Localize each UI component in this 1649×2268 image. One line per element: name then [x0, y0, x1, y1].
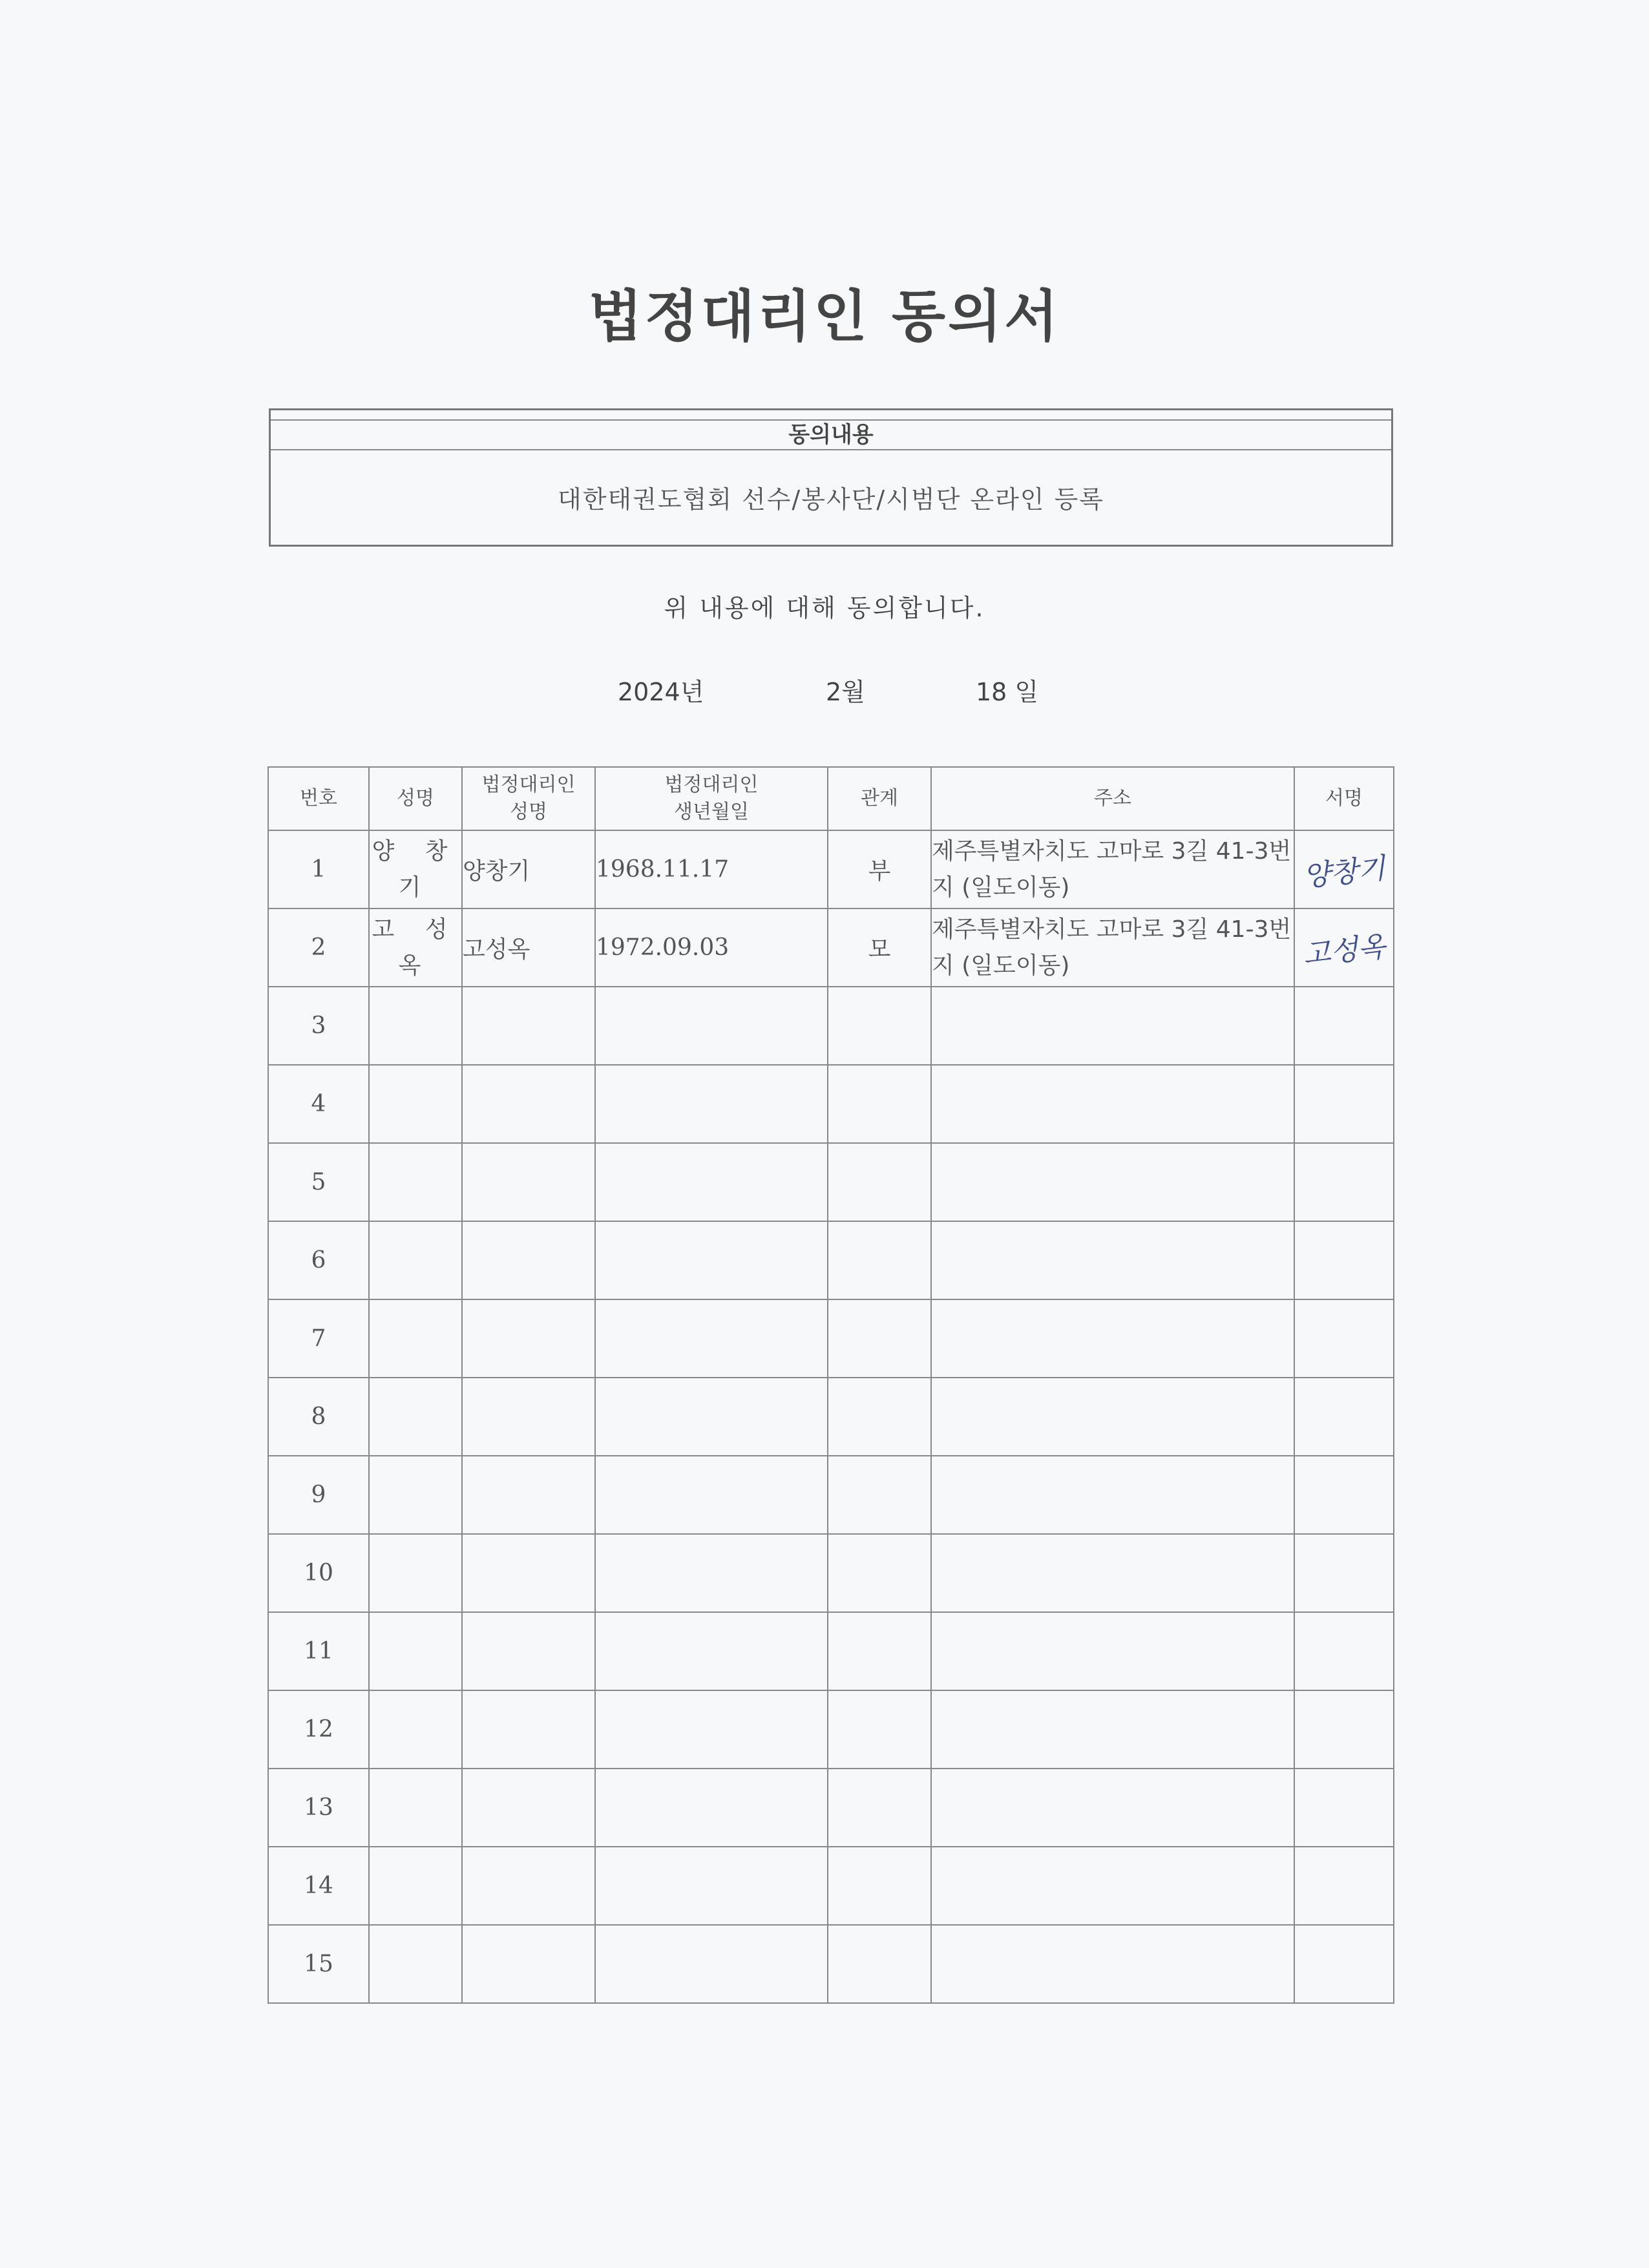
row-rep-name: 양창기	[462, 830, 595, 908]
consent-content: 대한태권도협회 선수/봉사단/시범단 온라인 등록	[557, 485, 1104, 514]
representative-table	[268, 766, 1394, 2004]
date-year: 2024년	[618, 678, 704, 706]
row-address: 제주특별자치도 고마로 3길 41-3번지 (일도이동)	[931, 908, 1294, 987]
page-title: 법정대리인 동의서	[588, 284, 1061, 349]
header-rep-dob	[595, 767, 828, 830]
row-rep-name: 고성옥	[462, 908, 595, 987]
header-name: 성명	[369, 767, 462, 830]
table-row	[268, 830, 1394, 908]
row-number: 5	[268, 1143, 369, 1221]
table-row	[268, 1534, 1394, 1612]
row-address: 제주특별자치도 고마로 3길 41-3번지 (일도이동)	[931, 830, 1294, 908]
header-number: 번호	[268, 767, 369, 830]
row-rep-dob: 1968.11.17	[595, 830, 828, 908]
table-row	[268, 1143, 1394, 1221]
row-number: 8	[268, 1378, 369, 1456]
table-row	[268, 1769, 1394, 1847]
header-rep-name-line1: 법정대리인	[481, 773, 576, 796]
table-body	[268, 830, 1394, 2003]
header-rep-dob-line1: 법정대리인	[664, 773, 759, 796]
row-number: 4	[268, 1065, 369, 1143]
date-month: 2월	[826, 678, 865, 706]
row-name: 양 창 기	[369, 830, 462, 908]
row-name: 고 성 옥	[369, 908, 462, 987]
row-number: 10	[268, 1534, 369, 1612]
header-address: 주소	[931, 767, 1294, 830]
table-row	[268, 1612, 1394, 1690]
table-row	[268, 1378, 1394, 1456]
header-rep-name-line2: 성명	[510, 801, 547, 823]
row-signature	[1294, 830, 1394, 908]
table-row	[268, 1221, 1394, 1299]
handwritten-signature: 고성옥	[1301, 929, 1387, 972]
table-row	[268, 908, 1394, 987]
header-rep-dob-line2: 생년월일	[674, 801, 749, 823]
row-number: 7	[268, 1299, 369, 1378]
row-number: 1	[268, 830, 369, 908]
header-signature: 서명	[1294, 767, 1394, 830]
agreement-statement: 위 내용에 대해 동의합니다.	[664, 594, 985, 622]
header-relation: 관계	[828, 767, 931, 830]
date-day: 18 일	[976, 678, 1039, 706]
table-row	[268, 1299, 1394, 1378]
handwritten-signature: 양창기	[1301, 851, 1387, 894]
table-row	[268, 1847, 1394, 1925]
table-row	[268, 1925, 1394, 2003]
row-number: 9	[268, 1456, 369, 1534]
row-signature	[1294, 908, 1394, 987]
header-rep-name	[462, 767, 595, 830]
table-row	[268, 987, 1394, 1065]
row-number: 2	[268, 908, 369, 987]
row-number: 15	[268, 1925, 369, 2003]
row-relation: 모	[828, 908, 931, 987]
consent-header: 동의내용	[271, 419, 1391, 450]
row-rep-dob: 1972.09.03	[595, 908, 828, 987]
row-relation: 부	[828, 830, 931, 908]
table-header-row	[268, 767, 1394, 830]
row-number: 13	[268, 1769, 369, 1847]
row-number: 11	[268, 1612, 369, 1690]
row-number: 12	[268, 1690, 369, 1769]
row-number: 6	[268, 1221, 369, 1299]
row-number: 3	[268, 987, 369, 1065]
row-number: 14	[268, 1847, 369, 1925]
consent-content-box	[269, 408, 1393, 547]
table-row	[268, 1690, 1394, 1769]
table-row	[268, 1456, 1394, 1534]
table-row	[268, 1065, 1394, 1143]
